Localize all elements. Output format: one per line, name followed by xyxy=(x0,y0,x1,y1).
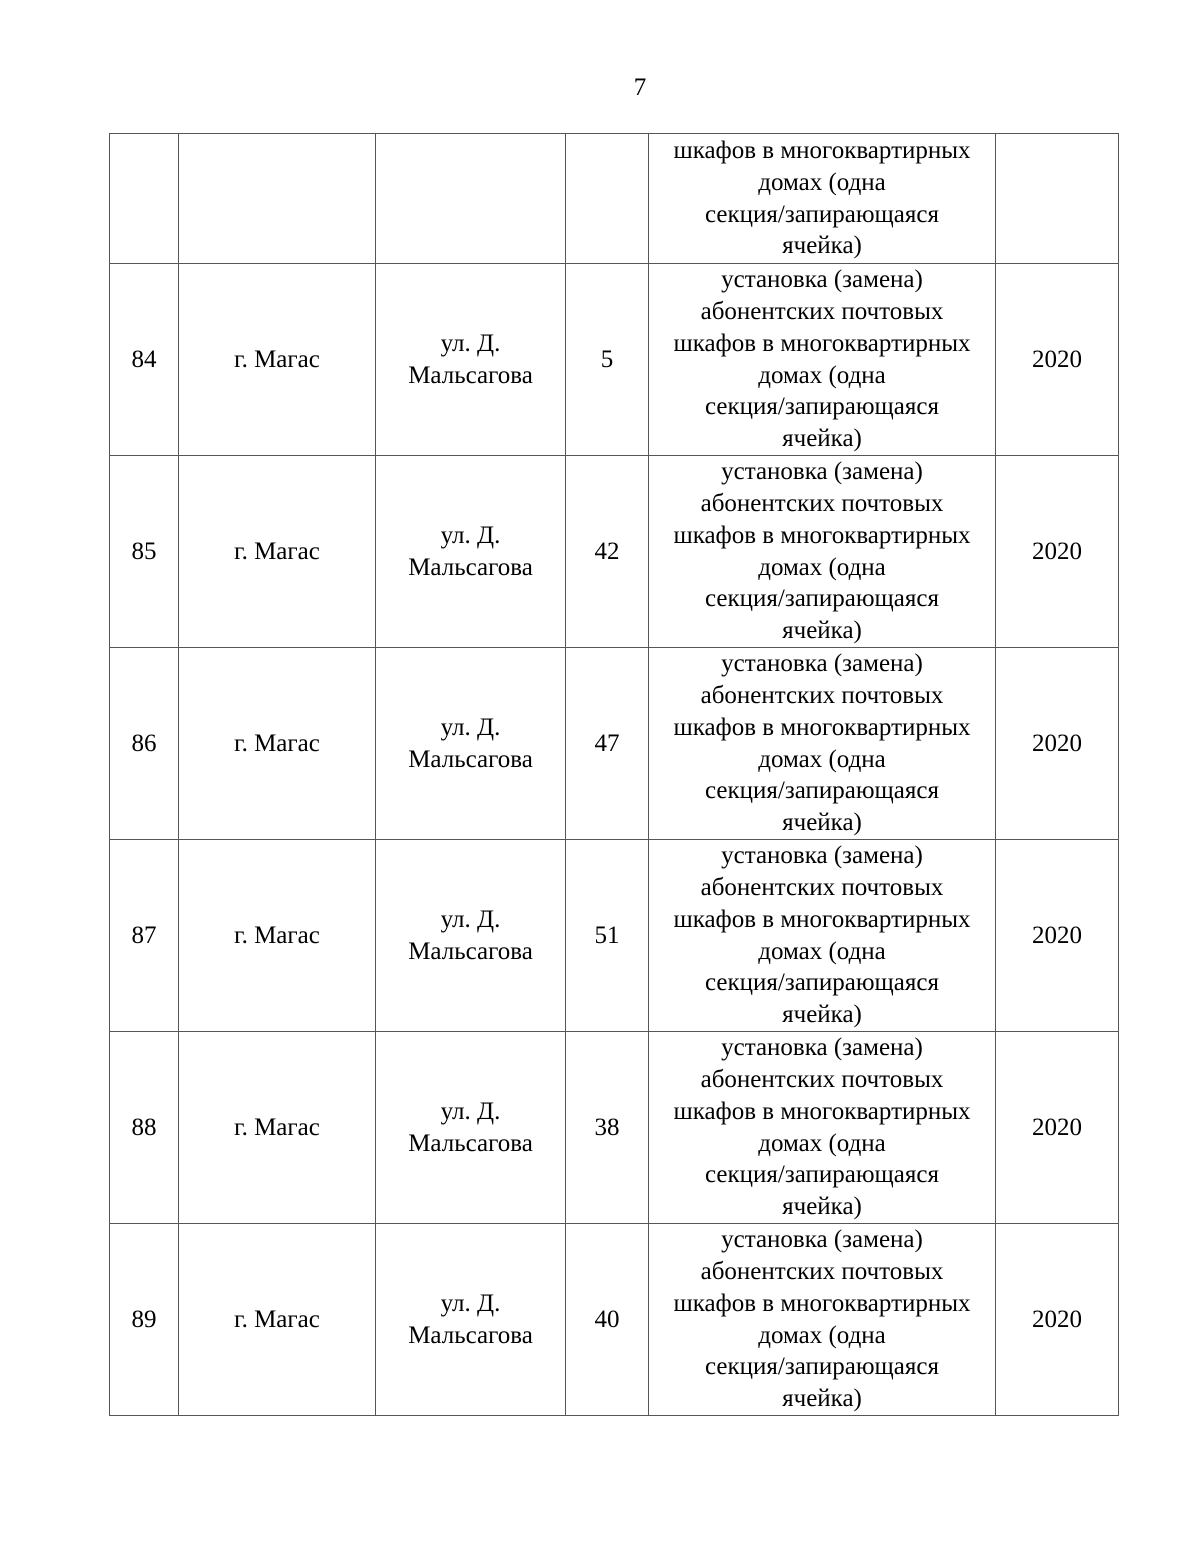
table-row xyxy=(110,840,1119,1032)
cell-street xyxy=(376,134,566,264)
street-line: ул. Д. xyxy=(440,521,501,549)
cell-city: г. Магас xyxy=(179,1032,376,1224)
cell-year: 2020 xyxy=(996,264,1119,456)
cell-house: 40 xyxy=(566,1224,649,1416)
work-line: ячейка) xyxy=(782,617,862,645)
address-table-body xyxy=(110,134,1119,1416)
cell-city: г. Магас xyxy=(179,264,376,456)
work-line: абонентских почтовых xyxy=(700,873,944,901)
work-line: ячейка) xyxy=(782,1385,862,1413)
work-line: установка (замена) xyxy=(721,266,923,294)
cell-num: 84 xyxy=(110,264,179,456)
table-row xyxy=(110,648,1119,840)
cell-street xyxy=(376,1032,566,1224)
work-line: домах (одна xyxy=(758,1129,886,1157)
table-row xyxy=(110,1032,1119,1224)
table-row xyxy=(110,456,1119,648)
street-line: ул. Д. xyxy=(440,329,501,357)
cell-street xyxy=(376,1224,566,1416)
street-line: Мальсагова xyxy=(408,1129,533,1157)
work-line: шкафов в многоквартирных xyxy=(673,329,971,357)
work-line: домах (одна xyxy=(758,745,886,773)
work-line: абонентских почтовых xyxy=(700,297,944,325)
street-line: ул. Д. xyxy=(440,1289,501,1317)
street-line: ул. Д. xyxy=(440,905,501,933)
work-line: ячейка) xyxy=(782,425,862,453)
cell-num: 88 xyxy=(110,1032,179,1224)
cell-house: 51 xyxy=(566,840,649,1032)
work-line: шкафов в многоквартирных xyxy=(673,1289,971,1317)
work-line: домах (одна xyxy=(758,1321,886,1349)
cell-work xyxy=(649,456,996,648)
cell-year: 2020 xyxy=(996,648,1119,840)
work-line: установка (замена) xyxy=(721,650,923,678)
cell-year xyxy=(996,134,1119,264)
work-line: шкафов в многоквартирных xyxy=(673,136,971,164)
cell-street xyxy=(376,456,566,648)
cell-city xyxy=(179,134,376,264)
work-line: секция/запирающаяся xyxy=(705,200,939,228)
cell-work xyxy=(649,1032,996,1224)
work-line: секция/запирающаяся xyxy=(705,393,939,421)
work-line: установка (замена) xyxy=(721,1226,923,1254)
work-line: установка (замена) xyxy=(721,842,923,870)
street-line: ул. Д. xyxy=(440,713,501,741)
work-line: ячейка) xyxy=(782,1001,862,1029)
address-table xyxy=(109,133,1119,1416)
cell-year: 2020 xyxy=(996,1224,1119,1416)
work-line: секция/запирающаяся xyxy=(705,777,939,805)
cell-house: 42 xyxy=(566,456,649,648)
cell-num: 87 xyxy=(110,840,179,1032)
cell-year: 2020 xyxy=(996,1032,1119,1224)
work-line: ячейка) xyxy=(782,232,862,260)
cell-house xyxy=(566,134,649,264)
cell-work xyxy=(649,1224,996,1416)
work-line: секция/запирающаяся xyxy=(705,1161,939,1189)
work-line: шкафов в многоквартирных xyxy=(673,521,971,549)
cell-work xyxy=(649,840,996,1032)
cell-work xyxy=(649,648,996,840)
table-row-continuation xyxy=(110,134,1119,264)
cell-house: 5 xyxy=(566,264,649,456)
cell-work xyxy=(649,134,996,264)
cell-year: 2020 xyxy=(996,840,1119,1032)
street-line: Мальсагова xyxy=(408,553,533,581)
page-number: 7 xyxy=(633,74,647,101)
table-row xyxy=(110,1224,1119,1416)
cell-year: 2020 xyxy=(996,456,1119,648)
cell-street xyxy=(376,264,566,456)
cell-num: 89 xyxy=(110,1224,179,1416)
cell-num: 85 xyxy=(110,456,179,648)
cell-city: г. Магас xyxy=(179,648,376,840)
cell-work xyxy=(649,264,996,456)
work-line: домах (одна xyxy=(758,168,886,196)
street-line: Мальсагова xyxy=(408,937,533,965)
cell-street xyxy=(376,648,566,840)
street-line: Мальсагова xyxy=(408,1321,533,1349)
street-line: Мальсагова xyxy=(408,361,533,389)
cell-city: г. Магас xyxy=(179,840,376,1032)
cell-city: г. Магас xyxy=(179,456,376,648)
work-line: секция/запирающаяся xyxy=(705,969,939,997)
work-line: секция/запирающаяся xyxy=(705,1353,939,1381)
cell-num: 86 xyxy=(110,648,179,840)
cell-city: г. Магас xyxy=(179,1224,376,1416)
work-line: установка (замена) xyxy=(721,458,923,486)
street-line: ул. Д. xyxy=(440,1097,501,1125)
cell-street xyxy=(376,840,566,1032)
work-line: шкафов в многоквартирных xyxy=(673,713,971,741)
work-line: абонентских почтовых xyxy=(700,1257,944,1285)
work-line: ячейка) xyxy=(782,1193,862,1221)
work-line: секция/запирающаяся xyxy=(705,585,939,613)
work-line: абонентских почтовых xyxy=(700,1065,944,1093)
cell-house: 38 xyxy=(566,1032,649,1224)
cell-num xyxy=(110,134,179,264)
work-line: абонентских почтовых xyxy=(700,681,944,709)
work-line: ячейка) xyxy=(782,809,862,837)
street-line: Мальсагова xyxy=(408,745,533,773)
work-line: шкафов в многоквартирных xyxy=(673,1097,971,1125)
work-line: домах (одна xyxy=(758,553,886,581)
work-line: абонентских почтовых xyxy=(700,489,944,517)
work-line: шкафов в многоквартирных xyxy=(673,905,971,933)
table-row xyxy=(110,264,1119,456)
cell-house: 47 xyxy=(566,648,649,840)
work-line: домах (одна xyxy=(758,937,886,965)
work-line: установка (замена) xyxy=(721,1034,923,1062)
work-line: домах (одна xyxy=(758,361,886,389)
